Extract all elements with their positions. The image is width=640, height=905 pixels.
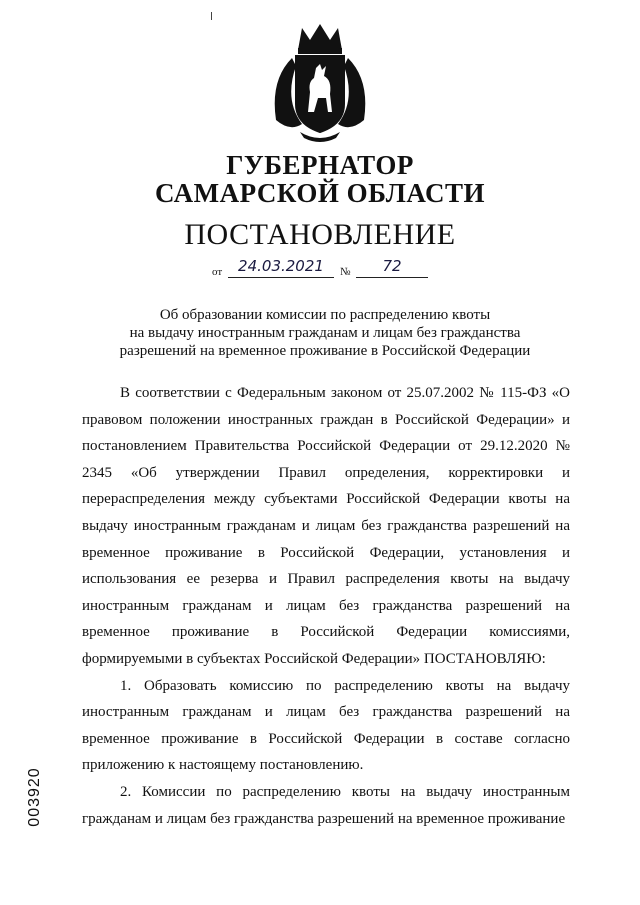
samara-region-coat-of-arms-icon bbox=[262, 20, 378, 144]
clause-2-paragraph: 2. Комиссии по распределению квоты на выдачу иностранным гражданам и лицам без гражданства разрешений на временное проживание bbox=[82, 783, 570, 827]
document-date: 24.03.2021 bbox=[228, 257, 334, 278]
date-prefix: от bbox=[212, 266, 223, 278]
number-prefix: № bbox=[340, 266, 351, 278]
date-number-line bbox=[212, 258, 452, 280]
side-stamp-number: 003920 bbox=[26, 767, 43, 827]
issuer-title: ГУБЕРНАТОР bbox=[226, 150, 414, 180]
subject-line: Об образовании комиссии по распределению квоты bbox=[159, 307, 491, 323]
document-number: 72 bbox=[356, 257, 428, 278]
side-stamp bbox=[24, 768, 46, 828]
document-type: ПОСТАНОВЛЕНИЕ bbox=[184, 218, 456, 251]
subject-line: разрешений на временное проживание в Российской Федерации bbox=[119, 343, 531, 359]
preamble-paragraph: В соответствии с Федеральным законом от 25.07.2002 № 115-ФЗ «О правовом положении иностранных граждан в Российской Федерации» и постановлением Правительства Российской Федерации от 29.12.2020 № 2345 «Об утверждении Правил определения, корректировки и перераспределения между субъектами Российской Федерации квоты на выдачу иностранным гражданам и лицам без гражданства разрешений на временное проживание в Российской Федерации, установления и использования ее резерва и Правил распределения квоты на выдачу иностранным гражданам и лицам без гражданства разрешений на временное проживание в Российской Федерации комиссиями, формируемыми в субъектах Российской Федерации» ПОСТАНОВЛЯЮ: bbox=[82, 385, 570, 667]
issuer-region: САМАРСКОЙ ОБЛАСТИ bbox=[154, 178, 486, 208]
document-subject bbox=[80, 306, 570, 360]
document-body bbox=[82, 380, 570, 832]
subject-line: на выдачу иностранным гражданам и лицам без гражданства bbox=[129, 325, 521, 341]
clause-1-paragraph: 1. Образовать комиссию по распределению квоты на выдачу иностранным гражданам и лицам без гражданства разрешений на временное проживание в Российской Федерации в составе согласно приложению к настоящему постановлению. bbox=[82, 677, 570, 774]
scan-mark bbox=[211, 12, 212, 20]
